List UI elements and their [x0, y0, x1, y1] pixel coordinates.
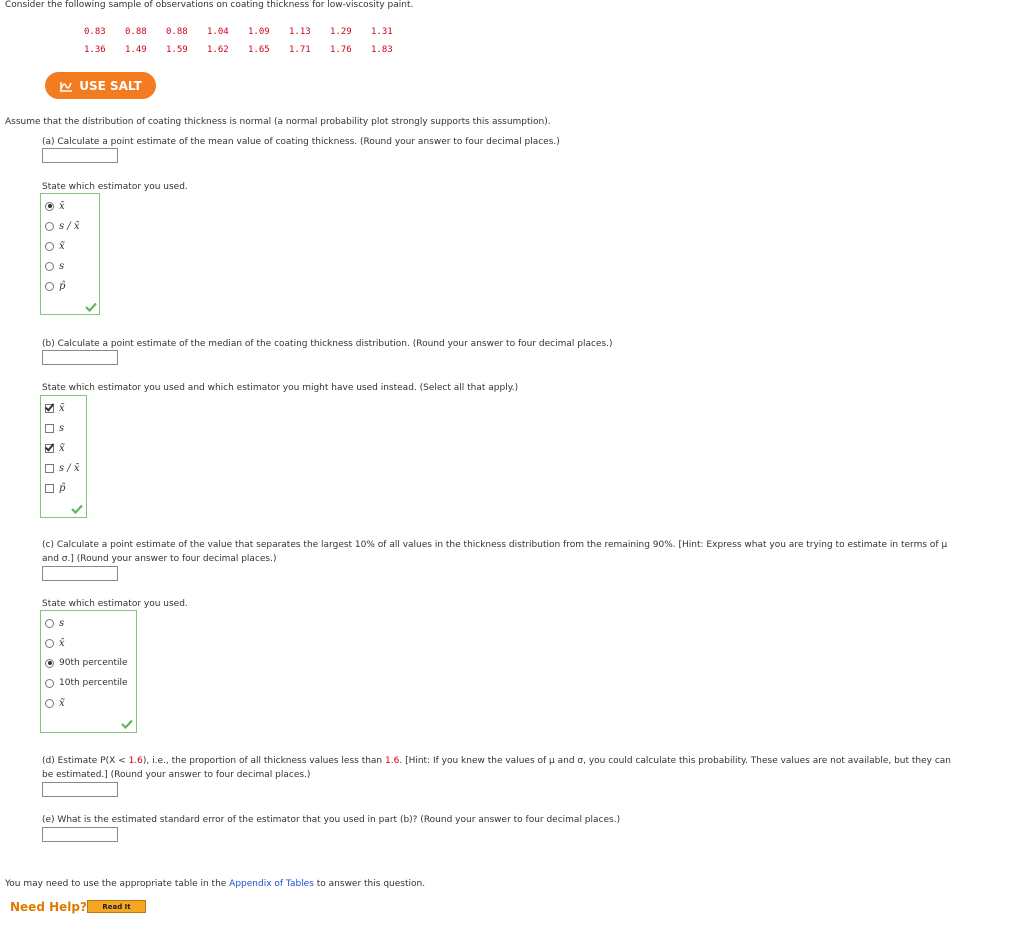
- radio[interactable]: [45, 282, 54, 291]
- radio[interactable]: [45, 262, 54, 271]
- sample-value: 1.65: [248, 45, 270, 55]
- correct-check-icon: [121, 719, 133, 729]
- correct-check-icon: [85, 302, 97, 312]
- sample-value: 1.59: [166, 45, 188, 55]
- radio[interactable]: [45, 222, 54, 231]
- part-c-answer-input[interactable]: [42, 566, 118, 581]
- radio-selected[interactable]: [45, 202, 54, 211]
- radio[interactable]: [45, 242, 54, 251]
- radio-selected[interactable]: [45, 659, 54, 668]
- part-c-question-line2: and σ.] (Round your answer to four decimal places.): [42, 554, 277, 564]
- appendix-link[interactable]: Appendix of Tables: [229, 879, 314, 889]
- part-b-options: [40, 395, 87, 518]
- need-help-label: Need Help?: [10, 900, 87, 914]
- radio[interactable]: [45, 639, 54, 648]
- sample-value: 1.83: [371, 45, 393, 55]
- part-b-answer-input[interactable]: [42, 350, 118, 365]
- sample-value: 1.62: [207, 45, 229, 55]
- sample-value: 1.49: [125, 45, 147, 55]
- part-b-option-phat[interactable]: p̂: [45, 480, 65, 496]
- sample-value: 1.13: [289, 27, 311, 37]
- part-b-estimator-prompt: State which estimator you used and which estimator you might have used instead. (Select all that apply.): [42, 383, 519, 393]
- part-d-question-line2: be estimated.] (Round your answer to four decimal places.): [42, 770, 311, 780]
- sample-value: 1.04: [207, 27, 229, 37]
- sample-value: 1.31: [371, 27, 393, 37]
- sample-value: 0.88: [125, 27, 147, 37]
- part-c-estimator-prompt: State which estimator you used.: [42, 599, 188, 609]
- checkbox-checked[interactable]: [45, 444, 54, 453]
- use-salt-label: USE SALT: [79, 78, 142, 93]
- use-salt-button[interactable]: [45, 72, 156, 99]
- part-a-option-s[interactable]: s: [45, 258, 64, 274]
- part-a-option-phat[interactable]: p̂: [45, 278, 65, 294]
- part-b-option-xtilde[interactable]: x̃: [45, 440, 65, 456]
- checkbox-checked[interactable]: [45, 404, 54, 413]
- part-b-option-s-over-xbar[interactable]: s / x̄: [45, 460, 80, 476]
- sample-value: 0.88: [166, 27, 188, 37]
- part-c-question-line1: (c) Calculate a point estimate of the value that separates the largest 10% of all values in the thickness distribution from the remaining 90%. [Hint: Express what you are trying to estimate in terms of μ: [42, 540, 948, 550]
- checkbox[interactable]: [45, 464, 54, 473]
- part-d-question-line1: (d) Estimate P(X < 1.6), i.e., the proportion of all thickness values less than 1.6. [Hint: If you knew the values of μ and σ, you could calculate this probability. These values are not available, but they can: [42, 756, 952, 766]
- part-c-options: [40, 610, 137, 733]
- part-b-option-s[interactable]: s: [45, 420, 64, 436]
- part-c-option-90th[interactable]: 90th percentile: [45, 655, 128, 671]
- part-e-question: (e) What is the estimated standard error of the estimator that you used in part (b)? (Round your answer to four decimal places.): [42, 815, 621, 825]
- correct-check-icon: [71, 504, 83, 514]
- radio[interactable]: [45, 619, 54, 628]
- part-c-option-s[interactable]: s: [45, 615, 64, 631]
- assumption-text: Assume that the distribution of coating thickness is normal (a normal probability plot strongly supports this assumption).: [5, 117, 551, 127]
- radio[interactable]: [45, 679, 54, 688]
- part-d-answer-input[interactable]: [42, 782, 118, 797]
- intro-text: Consider the following sample of observations on coating thickness for low-viscosity paint.: [5, 0, 414, 10]
- part-e-answer-input[interactable]: [42, 827, 118, 842]
- part-a-option-s-over-xbar[interactable]: s / x̄: [45, 218, 80, 234]
- chart-icon: [59, 80, 73, 92]
- footer-note: You may need to use the appropriate table in the Appendix of Tables to answer this question.: [5, 879, 426, 889]
- part-a-question: (a) Calculate a point estimate of the mean value of coating thickness. (Round your answer to four decimal places.): [42, 137, 560, 147]
- sample-value: 1.71: [289, 45, 311, 55]
- radio[interactable]: [45, 699, 54, 708]
- part-a-estimator-prompt: State which estimator you used.: [42, 182, 188, 192]
- part-c-option-xbar[interactable]: x̄: [45, 635, 65, 651]
- sample-value: 1.29: [330, 27, 352, 37]
- part-a-answer-input[interactable]: [42, 148, 118, 163]
- checkbox[interactable]: [45, 484, 54, 493]
- sample-value: 1.09: [248, 27, 270, 37]
- part-c-option-10th[interactable]: 10th percentile: [45, 675, 128, 691]
- part-b-option-xbar[interactable]: x̄: [45, 400, 65, 416]
- checkbox[interactable]: [45, 424, 54, 433]
- part-a-option-xbar[interactable]: x̄: [45, 198, 65, 214]
- sample-value: 1.36: [84, 45, 106, 55]
- sample-value: 0.83: [84, 27, 106, 37]
- part-c-option-xtilde[interactable]: x̃: [45, 695, 65, 711]
- sample-value: 1.76: [330, 45, 352, 55]
- read-it-button[interactable]: Read It: [87, 900, 146, 913]
- part-a-option-xtilde[interactable]: x̃: [45, 238, 65, 254]
- part-b-question: (b) Calculate a point estimate of the median of the coating thickness distribution. (Round your answer to four decimal places.): [42, 339, 613, 349]
- part-a-options: [40, 193, 100, 315]
